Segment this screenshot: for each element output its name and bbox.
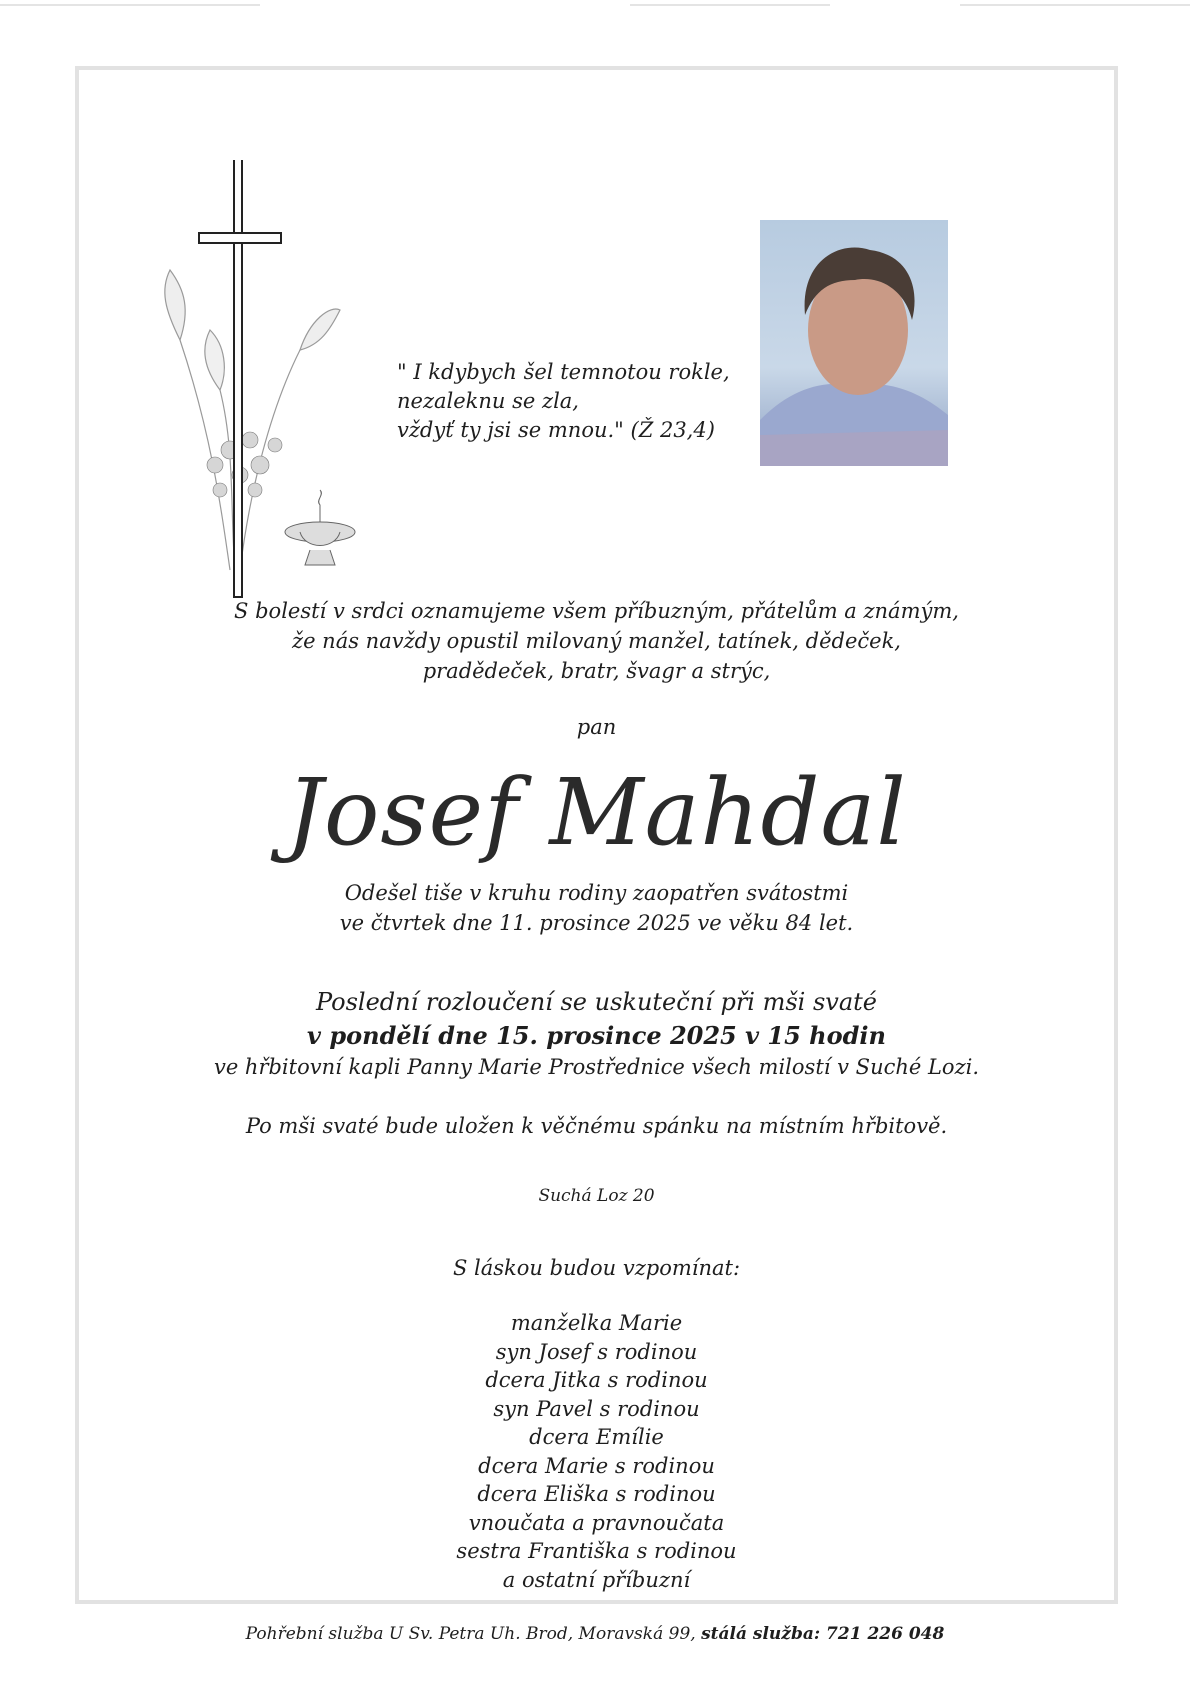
remember-heading: S láskou budou vzpomínat: — [452, 1256, 741, 1280]
cross-horizontal — [198, 232, 282, 244]
family-member: dcera Eliška s rodinou — [477, 1482, 716, 1506]
burial-info: Po mši svaté bude uložen k věčnému spánku na místním hřbitově. — [245, 1114, 948, 1138]
family-member: syn Pavel s rodinou — [493, 1396, 700, 1421]
family-member: dcera Jitka s rodinou — [485, 1368, 708, 1392]
announcement-line: S bolestí v srdci oznamujeme všem příbuzným, přátelům a známým, — [234, 599, 959, 623]
lily-flowers-illustration — [160, 250, 380, 580]
death-line: Odešel tiše v kruhu rodiny zaopatřen svátostmi — [344, 881, 849, 905]
farewell-info — [75, 986, 1118, 1082]
family-member: dcera Marie s rodinou — [478, 1453, 715, 1478]
address: Suchá Loz 20 — [538, 1186, 655, 1206]
funeral-service-footer — [0, 1624, 1190, 1644]
footer-text: Pohřební služba U Sv. Petra Uh. Brod, Moravská 99, — [245, 1624, 702, 1644]
family-member: manželka Marie — [510, 1311, 683, 1335]
family-list — [75, 1309, 1118, 1594]
portrait-photo — [760, 220, 948, 466]
title-prefix: pan — [576, 715, 617, 739]
family-member: dcera Emílie — [529, 1425, 664, 1449]
family-member: syn Josef s rodinou — [495, 1339, 698, 1364]
quote-line: vždyť ty jsi se mnou." (Ž 23,4) — [397, 418, 715, 442]
death-info — [75, 878, 1118, 938]
death-line: ve čtvrtek dne 11. prosince 2025 ve věku 84 let. — [339, 911, 854, 935]
farewell-date: v pondělí dne 15. prosince 2025 v 15 hodin — [307, 1021, 886, 1050]
announcement — [75, 596, 1118, 686]
farewell-line: Poslední rozloučení se uskuteční při mši svaté — [315, 988, 878, 1016]
scan-edge — [960, 4, 1190, 6]
announcement-line: pradědeček, bratr, švagr a strýc, — [422, 659, 771, 683]
scan-edge — [630, 4, 830, 6]
farewell-place: ve hřbitovní kapli Panny Marie Prostřednice všech milostí v Suché Lozi. — [213, 1055, 980, 1079]
announcement-line: že nás navždy opustil milovaný manžel, tatínek, dědeček, — [292, 629, 901, 653]
family-member: vnoučata a pravnoučata — [468, 1510, 725, 1535]
deceased-name: Josef Mahdal — [286, 759, 907, 866]
quote-line: nezaleknu se zla, — [397, 389, 579, 413]
cross-vertical — [233, 160, 243, 598]
family-member: a ostatní příbuzní — [502, 1567, 691, 1592]
family-member: sestra Františka s rodinou — [456, 1539, 737, 1563]
footer-phone: stálá služba: 721 226 048 — [701, 1624, 945, 1644]
bible-quote — [397, 358, 730, 445]
quote-line: " I kdybych šel temnotou rokle, — [397, 360, 730, 384]
scan-edge — [0, 4, 260, 6]
